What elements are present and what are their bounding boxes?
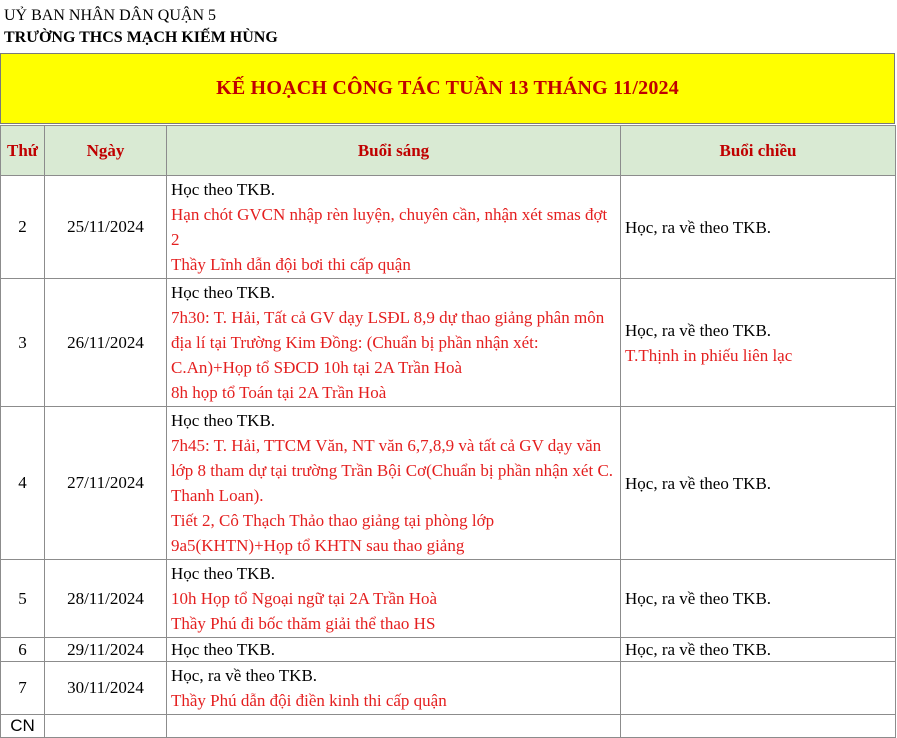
morning-cell xyxy=(167,279,621,407)
morning-line: Thầy Phú dẫn đội điền kinh thi cấp quận xyxy=(171,691,447,710)
morning-line: 8h họp tổ Toán tại 2A Trần Hoà xyxy=(171,383,387,402)
table-row xyxy=(1,662,896,715)
afternoon-line: Học, ra về theo TKB. xyxy=(625,320,772,340)
morning-line: 7h30: T. Hải, Tất cả GV dạy LSĐL 8,9 dự thao giảng phân môn địa lí tại Trường Kim Đồng: (Chuẩn bị phần nhận xét: C.An)+Họp tổ SĐCD 10h tại 2A Trần Hoà xyxy=(171,308,605,377)
column-header-ngay: Ngày xyxy=(45,126,167,176)
afternoon-cell xyxy=(621,662,896,715)
afternoon-cell xyxy=(621,560,896,638)
schedule-table xyxy=(0,125,896,738)
morning-cell xyxy=(167,407,621,560)
table-row xyxy=(1,407,896,560)
morning-line: Tiết 2, Cô Thạch Thảo thao giảng tại phòng lớp 9a5(KHTN)+Họp tổ KHTN sau thao giảng xyxy=(171,511,495,555)
morning-line: Học theo TKB. xyxy=(171,640,276,659)
title-banner xyxy=(0,53,895,124)
day-cell: 5 xyxy=(1,560,45,638)
morning-line: Thầy Phú đi bốc thăm giải thể thao HS xyxy=(171,614,436,633)
table-row xyxy=(1,279,896,407)
afternoon-line: Học, ra về theo TKB. xyxy=(625,589,772,608)
afternoon-line: T.Thịnh in phiếu liên lạc xyxy=(625,345,793,365)
date-cell: 28/11/2024 xyxy=(45,560,167,638)
day-cell: CN xyxy=(1,715,45,738)
afternoon-cell xyxy=(621,638,896,662)
org-line-2: TRƯỜNG THCS MẠCH KIẾM HÙNG xyxy=(4,29,278,46)
org-line-1: UỶ BAN NHÂN DÂN QUẬN 5 xyxy=(4,7,216,24)
morning-cell xyxy=(167,638,621,662)
afternoon-line: Học, ra về theo TKB. xyxy=(625,217,772,237)
day-cell: 6 xyxy=(1,638,45,662)
date-cell: 26/11/2024 xyxy=(45,279,167,407)
morning-cell xyxy=(167,560,621,638)
afternoon-cell xyxy=(621,715,896,738)
afternoon-line: Học, ra về theo TKB. xyxy=(625,640,772,659)
morning-line: Học theo TKB. xyxy=(171,564,276,583)
morning-line: Thầy Lĩnh dẫn đội bơi thi cấp quận xyxy=(171,255,411,274)
morning-line: Học, ra về theo TKB. xyxy=(171,666,318,685)
date-cell: 30/11/2024 xyxy=(45,662,167,715)
morning-line: 7h45: T. Hải, TTCM Văn, NT văn 6,7,8,9 và tất cả GV dạy văn lớp 8 tham dự tại trường Trần Bội Cơ(Chuẩn bị phần nhận xét C. Thanh Loan). xyxy=(171,436,614,505)
table-row xyxy=(1,176,896,279)
page-title: KẾ HOẠCH CÔNG TÁC TUẦN 13 THÁNG 11/2024 xyxy=(216,77,679,99)
day-cell: 2 xyxy=(1,176,45,279)
column-header-thu: Thứ xyxy=(1,126,45,176)
date-cell: 27/11/2024 xyxy=(45,407,167,560)
morning-line: Học theo TKB. xyxy=(171,180,276,199)
column-header-buoi-chieu: Buổi chiều xyxy=(621,126,896,176)
column-header-buoi-sang: Buổi sáng xyxy=(167,126,621,176)
morning-line: 10h Họp tổ Ngoại ngữ tại 2A Trần Hoà xyxy=(171,589,438,608)
table-row xyxy=(1,560,896,638)
morning-line: Học theo TKB. xyxy=(171,283,276,302)
afternoon-cell xyxy=(621,407,896,560)
afternoon-line: Học, ra về theo TKB. xyxy=(625,473,772,493)
day-cell: 7 xyxy=(1,662,45,715)
morning-cell xyxy=(167,176,621,279)
morning-cell xyxy=(167,715,621,738)
morning-line: Học theo TKB. xyxy=(171,411,276,430)
day-cell: 3 xyxy=(1,279,45,407)
afternoon-cell xyxy=(621,176,896,279)
date-cell xyxy=(45,715,167,738)
date-cell: 25/11/2024 xyxy=(45,176,167,279)
date-cell: 29/11/2024 xyxy=(45,638,167,662)
morning-line: Hạn chót GVCN nhập rèn luyện, chuyên cần, nhận xét smas đợt 2 xyxy=(171,205,608,249)
table-row xyxy=(1,715,896,738)
table-row xyxy=(1,638,896,662)
afternoon-cell xyxy=(621,279,896,407)
table-header-row xyxy=(1,126,896,176)
day-cell: 4 xyxy=(1,407,45,560)
morning-cell xyxy=(167,662,621,715)
